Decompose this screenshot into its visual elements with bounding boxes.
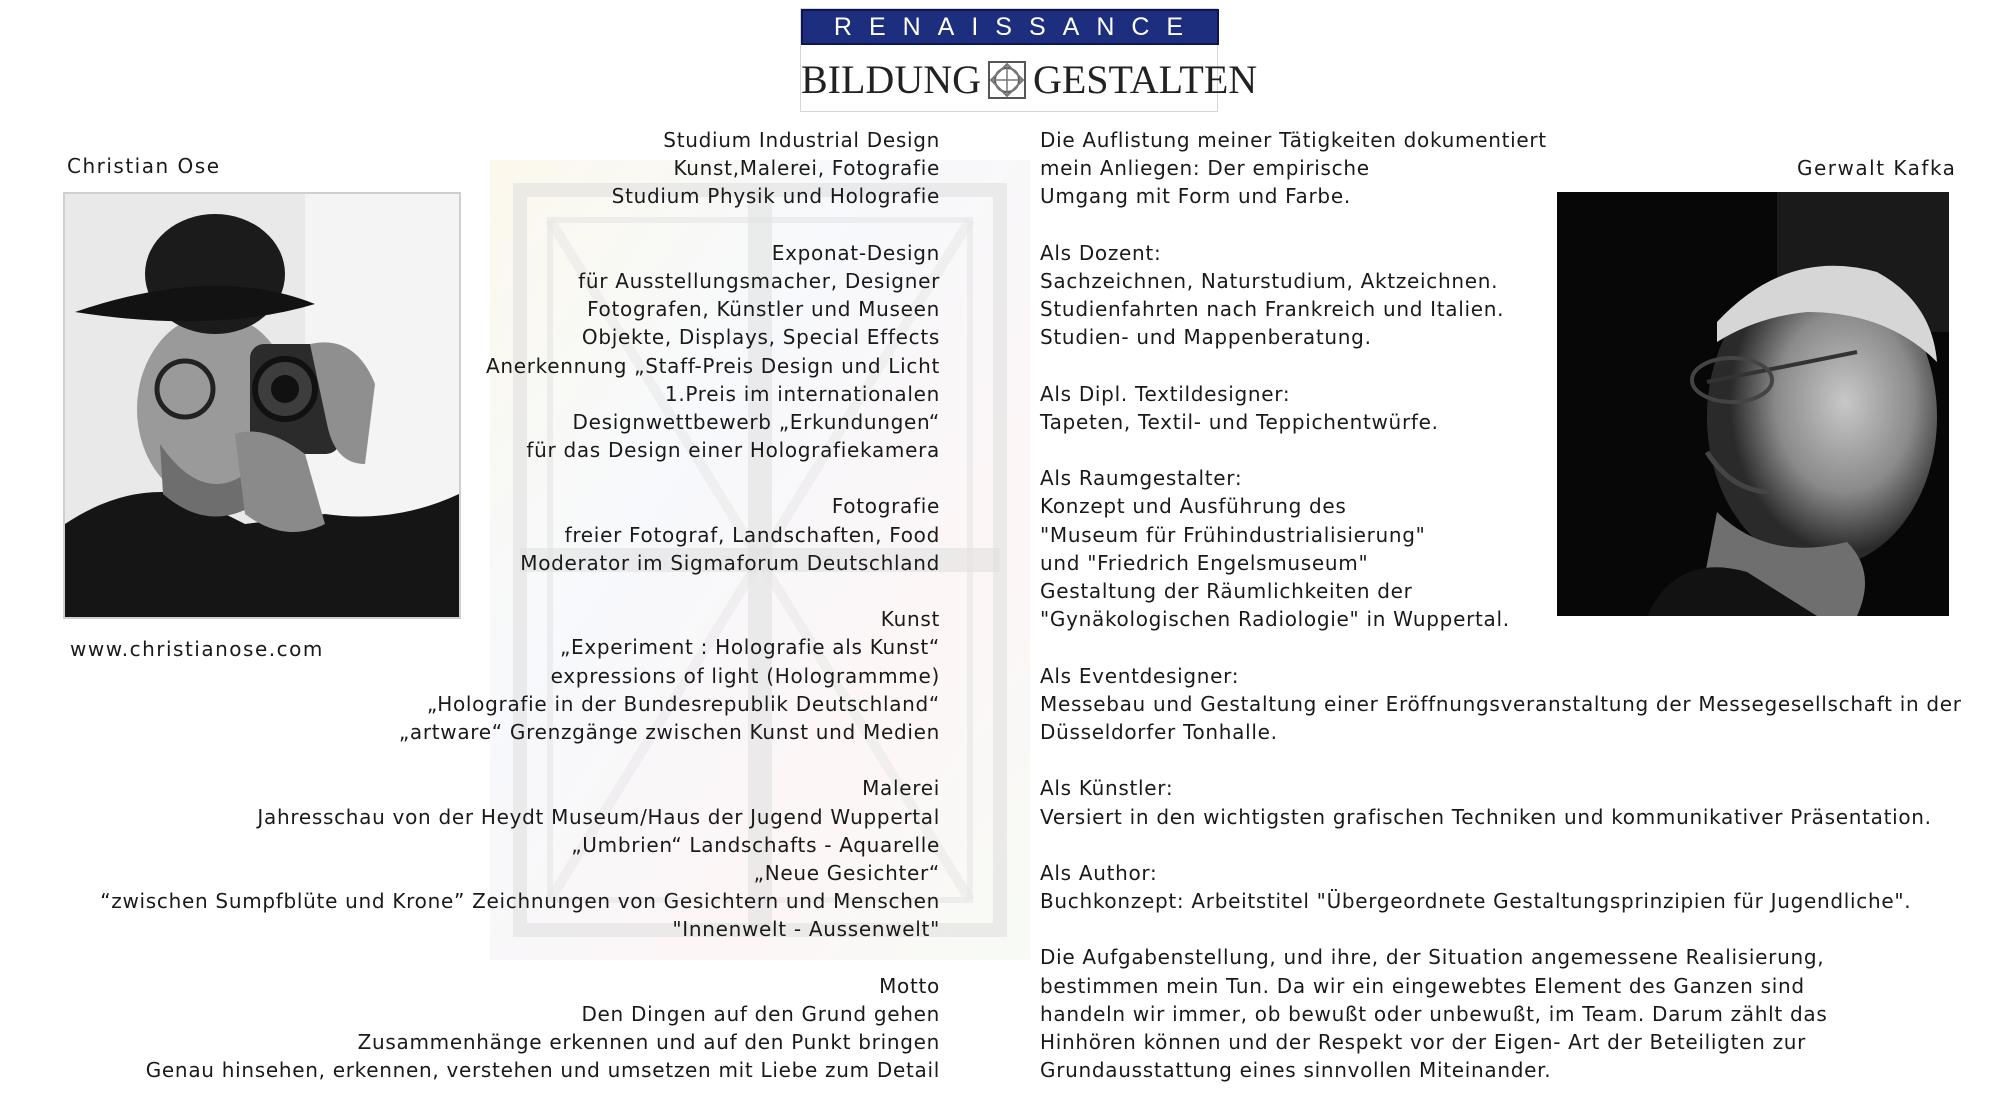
bio-heading: Als Eventdesigner:	[1040, 663, 1240, 688]
logo-banner: RENAISSANCE	[801, 9, 1219, 45]
bio-block-malerei	[100, 774, 940, 943]
right-person-name: Gerwalt Kafka	[1797, 156, 1957, 180]
bio-line: Studium Physik und Holografie	[611, 184, 940, 209]
bio-line: Sachzeichnen, Naturstudium, Aktzeichnen.	[1040, 268, 1499, 293]
bio-line: Grundausstattung eines sinnvollen Miteinander.	[1040, 1058, 1552, 1083]
bio-line: Objekte, Displays, Special Effects	[581, 325, 940, 350]
bio-line: handeln wir immer, ob bewußt oder unbewußt, im Team. Darum zählt das	[1040, 1001, 1828, 1026]
bio-line: "Innenwelt - Aussenwelt"	[672, 917, 940, 942]
bio-line: Designwettbewerb „Erkundungen“	[572, 409, 940, 434]
bio-line: Studium Industrial Design	[663, 128, 940, 152]
bio-line: „Umbrien“ Landschafts - Aquarelle	[571, 832, 940, 857]
bio-line: Den Dingen auf den Grund gehen	[581, 1001, 940, 1026]
bio-line: Die Auflistung meiner Tätigkeiten dokumentiert	[1040, 128, 1547, 152]
website-link[interactable]: www.christianose.com	[70, 637, 324, 661]
bio-line: für Ausstellungsmacher, Designer	[578, 268, 940, 293]
bio-line: Jahresschau von der Heydt Museum/Haus der Jugend Wuppertal	[257, 804, 940, 829]
bio-line: und "Friedrich Engelsmuseum"	[1040, 550, 1369, 575]
bio-line: expressions of light (Hologrammme)	[550, 663, 940, 688]
renaissance-logo	[800, 8, 1258, 112]
bio-heading: Als Künstler:	[1040, 776, 1174, 801]
bio-line: Studienfahrten nach Frankreich und Italien.	[1040, 297, 1505, 322]
bio-line: „artware“ Grenzgänge zwischen Kunst und Medien	[398, 719, 940, 744]
bio-line: für das Design einer Holografiekamera	[526, 438, 940, 463]
bio-line: “zwischen Sumpfblüte und Krone” Zeichnungen von Gesichtern und Menschen	[100, 889, 940, 914]
bio-heading: Exponat-Design	[771, 240, 940, 265]
right-column-bio	[1040, 126, 1962, 1113]
bio-line: 1.Preis im internationalen	[664, 381, 940, 406]
bio-block-philosophy	[1040, 943, 1962, 1084]
bio-line: Gestaltung der Räumlichkeiten der	[1040, 579, 1413, 603]
bio-line: Die Aufgabenstellung, und ihre, der Situation angemessene Realisierung,	[1040, 945, 1825, 970]
bio-line: Hinhören können und der Respekt vor der Eigen- Art der Beteiligten zur	[1040, 1030, 1807, 1054]
bio-line: Fotografen, Künstler und Museen	[587, 297, 940, 322]
bio-line: Genau hinsehen, erkennen, verstehen und umsetzen mit Liebe zum Detail	[145, 1058, 940, 1083]
bio-heading: Motto	[879, 973, 940, 998]
bio-line: Düsseldorfer Tonhalle.	[1040, 719, 1278, 744]
bio-line: Tapeten, Textil- und Teppichentwürfe.	[1040, 409, 1439, 434]
bio-line: „Neue Gesichter“	[753, 860, 940, 885]
bio-heading: Malerei	[862, 776, 940, 801]
bio-line: Studien- und Mappenberatung.	[1040, 325, 1372, 350]
bio-heading: Als Author:	[1040, 860, 1158, 885]
bio-block-eventdesigner	[1040, 662, 1962, 747]
bio-line: "Gynäkologischen Radiologie" in Wuppertal.	[1040, 607, 1510, 632]
bio-line: Anerkennung „Staff-Preis Design und Licht	[485, 353, 940, 378]
bio-line: "Museum für Frühindustrialisierung"	[1040, 522, 1426, 547]
bio-line: Moderator im Sigmaforum Deutschland	[520, 550, 940, 575]
left-column-bio	[100, 126, 940, 1113]
logo-wordmark	[801, 55, 1258, 105]
bio-heading: Fotografie	[831, 494, 940, 519]
bio-heading: Als Dozent:	[1040, 240, 1162, 265]
bio-heading: Kunst	[880, 607, 940, 632]
bio-line: bestimmen mein Tun. Da wir ein eingewebtes Element des Ganzen sind	[1040, 973, 1805, 998]
bio-heading: Als Dipl. Textildesigner:	[1040, 381, 1291, 406]
bio-line: mein Anliegen: Der empirische	[1040, 156, 1370, 181]
bio-block-intro	[1040, 126, 1962, 211]
bio-block-raumgestalter	[1040, 464, 1962, 633]
bio-block-kunst	[100, 605, 940, 746]
bio-block-dozent	[1040, 239, 1962, 352]
bio-line: Buchkonzept: Arbeitstitel "Übergeordnete Gestaltungsprinzipien für Jugendliche".	[1040, 889, 1912, 914]
bio-block-textildesigner	[1040, 380, 1962, 436]
bio-line: „Holografie in der Bundesrepublik Deutschland“	[426, 691, 940, 716]
bio-line: freier Fotograf, Landschaften, Food	[564, 522, 940, 547]
bio-block-author	[1040, 859, 1962, 915]
bio-line: Umgang mit Form und Farbe.	[1040, 184, 1351, 209]
bio-block-studies	[100, 126, 940, 211]
celtic-knot-icon	[987, 60, 1027, 100]
bio-line: „Experiment : Holografie als Kunst“	[559, 635, 940, 660]
bio-block-exponat-design	[100, 239, 940, 465]
bio-line: Messebau und Gestaltung einer Eröffnungsveranstaltung der Messegesellschaft in der	[1040, 691, 1962, 716]
bio-line: Konzept und Ausführung des	[1040, 494, 1347, 519]
bio-heading: Als Raumgestalter:	[1040, 466, 1243, 491]
bio-block-fotografie	[100, 492, 940, 577]
bio-block-kuenstler	[1040, 774, 1962, 830]
logo-word-right: GESTALTEN	[1032, 57, 1258, 102]
bio-line: Zusammenhänge erkennen und auf den Punkt bringen	[357, 1030, 940, 1054]
bio-block-motto	[100, 972, 940, 1085]
logo-word-left: BILDUNG	[801, 57, 981, 102]
left-person-name: Christian Ose	[67, 154, 221, 178]
bio-line: Kunst,Malerei, Fotografie	[673, 156, 940, 181]
bio-line: Versiert in den wichtigsten grafischen Techniken und kommunikativer Präsentation.	[1040, 804, 1932, 829]
